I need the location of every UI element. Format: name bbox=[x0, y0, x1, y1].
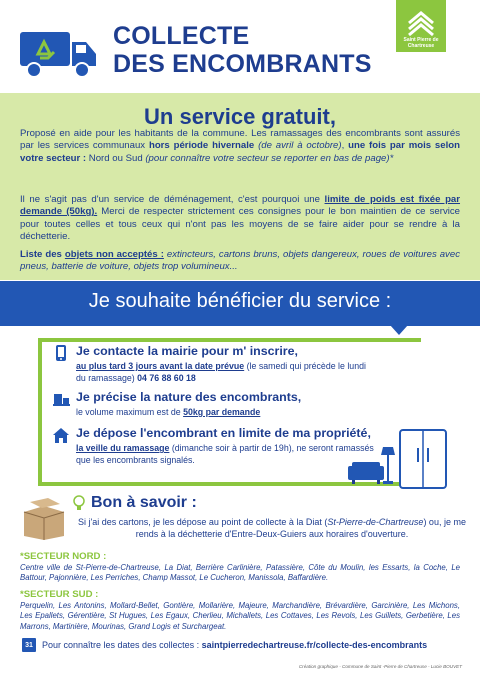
furniture-icon bbox=[52, 390, 70, 408]
p1-text: Proposé en aide pour les habitants de la commune. Les ramassages des encombrants sont assurés par les services communaux bbox=[20, 128, 460, 152]
p1-sectors: Nord ou Sud bbox=[86, 152, 146, 164]
step-2-text: le volume maximum est de bbox=[76, 407, 184, 417]
step-3-detail: (dimanche soir à partir de 19h), ne seront ramassés que les encombrants signalés. bbox=[76, 443, 374, 465]
p3-list: extincteurs, cartons bruns, objets dangereux, roues de voitures avec pneus, batterie de voiture, objets trop volumineux... bbox=[20, 249, 460, 273]
p3-refused-objects: objets non acceptés : bbox=[64, 249, 164, 260]
footer-link[interactable]: saintpierredechartreuse.fr/collecte-des-encombrants bbox=[201, 640, 428, 650]
sector-south-title: *SECTEUR SUD : bbox=[20, 589, 99, 600]
p2-weight-limit: limite de poids est fixée par demande (50kg). bbox=[20, 194, 461, 218]
p2-text: Il ne s'agit pas d'un service de déménagement, c'est pourquoi une bbox=[20, 194, 325, 205]
bon-text-1: Si j'ai des cartons, je les dépose au point de collecte à la Diat ( bbox=[78, 517, 328, 527]
p1-italic: (de avril à octobre) bbox=[254, 140, 342, 152]
step-2-heading: Je précise la nature des encombrants, bbox=[76, 390, 302, 404]
intro-paragraph-1 bbox=[20, 128, 460, 165]
credit-text: Création graphique - Commune de Saint -Pierre de Chartreuse - Lucie BOUVET bbox=[298, 664, 462, 669]
calendar-icon: 31 bbox=[22, 638, 36, 652]
town-logo bbox=[396, 0, 446, 52]
step-1-body bbox=[76, 360, 376, 384]
phone-icon bbox=[52, 344, 70, 362]
bon-a-savoir-title: Bon à savoir : bbox=[91, 494, 197, 511]
title-line-2: DES ENCOMBRANTS bbox=[113, 50, 372, 78]
footer-label: Pour connaître les dates des collectes : bbox=[42, 640, 202, 650]
step-1-detail: (le samedi qui précède le lundi du ramassage) bbox=[76, 361, 366, 383]
lamp-icon bbox=[380, 445, 396, 485]
bon-text-2: ) ou, je me rends à la déchetterie d'Entre-Deux-Guiers aux horaires d'ouverture. bbox=[135, 517, 466, 539]
fridge-icon bbox=[398, 428, 448, 490]
sector-south-list: Perquelin, Les Antonins, Mollard-Bellet, Gontière, Mollarière, Majeure, Marchandière, Brévardière, Garcinière, Les Michons, Les Epallets, Gérentière, St Hugues, Les Egaux, Cherlieu, Michallets, Les Cottaves, Les Revols, Les Guillets, Gerbetière, Les Marrons, Martinière, Mourinas, Grand Logis et Surchargeat. bbox=[20, 601, 460, 631]
footer-info bbox=[42, 640, 427, 650]
mountain-logo-icon bbox=[406, 11, 436, 37]
banner-text: Je souhaite bénéficier du service : bbox=[88, 290, 392, 312]
p1-note: (pour connaître votre secteur se reporter en bas de page)* bbox=[145, 152, 394, 164]
intro-paragraph-2 bbox=[20, 194, 460, 244]
step-2-limit: 50kg par demande bbox=[183, 407, 261, 417]
bon-a-savoir-body bbox=[72, 516, 472, 540]
step-1-heading: Je contacte la mairie pour m' inscrire, bbox=[76, 344, 298, 358]
intro-paragraph-3 bbox=[20, 249, 460, 274]
logo-text-1: Saint Pierre de bbox=[403, 37, 439, 43]
step-3-body bbox=[76, 442, 376, 466]
logo-text-2: Chartreuse bbox=[407, 43, 435, 49]
banner-arrow bbox=[390, 325, 408, 335]
lightbulb-icon bbox=[70, 494, 88, 512]
recycling-truck-icon bbox=[18, 28, 100, 80]
p1-bold: hors période hivernale bbox=[148, 140, 255, 152]
house-icon bbox=[52, 426, 70, 444]
page-title bbox=[113, 22, 372, 78]
header bbox=[0, 0, 480, 93]
sector-north-title: *SECTEUR NORD : bbox=[20, 551, 107, 562]
step-2-body bbox=[76, 406, 376, 418]
p1-bold-2: une fois par mois selon votre secteur : bbox=[20, 140, 460, 164]
cardboard-boxes-icon bbox=[20, 496, 70, 540]
p2-text-2: Merci de respecter strictement ces consignes pour le bon maintien de ce service pour toutes celles et tous ceux qui n'ont pas les moyens de se faire aider pour se rendre à la déchetterie. bbox=[20, 206, 460, 243]
bon-place: St-Pierre-de-Chartreuse bbox=[327, 517, 424, 527]
p1-sep: , bbox=[341, 140, 349, 152]
step-3-timing: la veille du ramassage bbox=[76, 443, 170, 453]
step-1-deadline: au plus tard 3 jours avant la date prévue bbox=[76, 361, 245, 371]
sector-north-list: Centre ville de St-Pierre-de-Chartreuse, La Diat, Berrière Carlinière, Patassière, Côte du Moulin, les Essarts, la Coche, Le Battour, Pajonnière, Les Perriches, Champ Massot, Le Cucheron, Manissola, Baffardière. bbox=[20, 563, 460, 583]
title-line-1: COLLECTE bbox=[113, 22, 250, 50]
phone-number: 04 76 88 60 18 bbox=[137, 373, 196, 383]
step-3-heading: Je dépose l'encombrant en limite de ma propriété, bbox=[76, 426, 371, 440]
p3-label: Liste des bbox=[20, 249, 65, 260]
section-subtitle: Un service gratuit, bbox=[144, 104, 336, 129]
